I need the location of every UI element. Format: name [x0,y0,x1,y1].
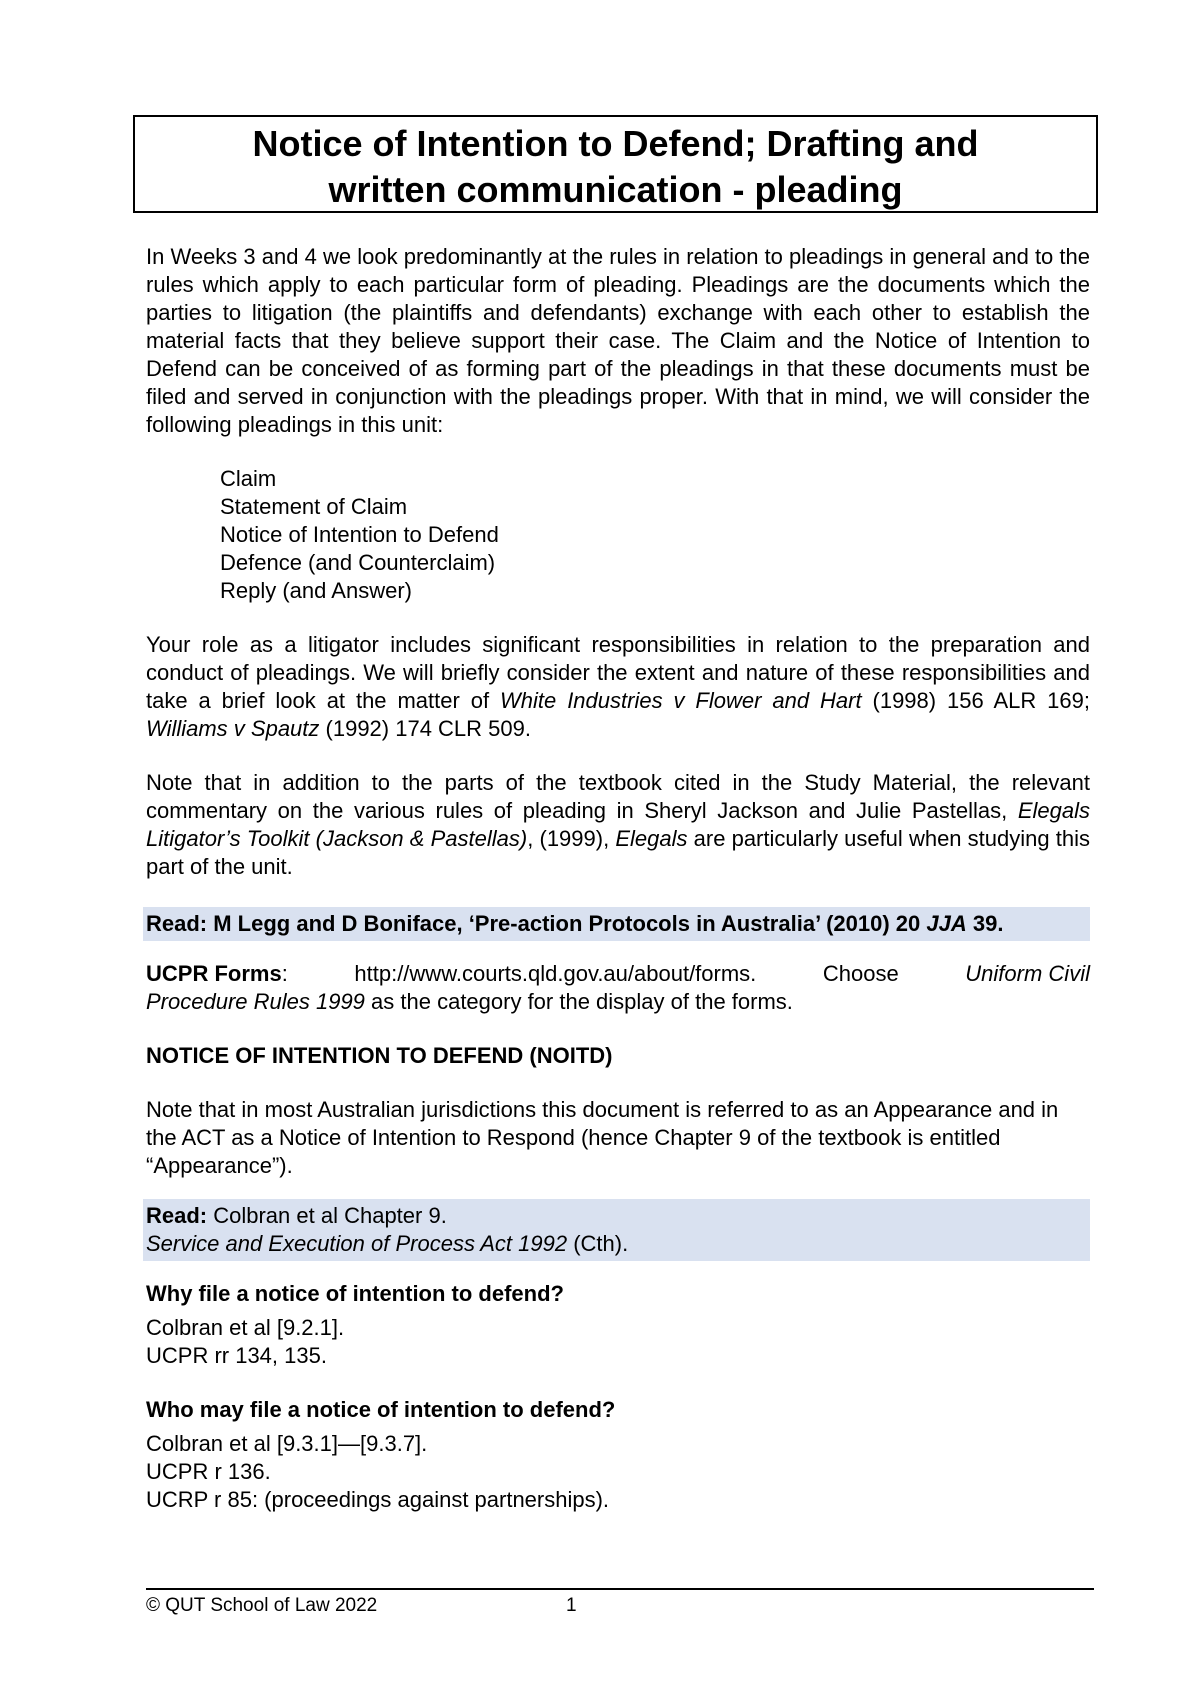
case-citation-williams: Williams v Spautz [146,716,320,741]
main-content [146,243,1090,1514]
list-item: Claim [220,466,277,491]
list-item: Defence (and Counterclaim) [220,550,496,575]
list-item: Reply (and Answer) [220,578,412,603]
ucpr-forms-block [146,960,1090,1016]
role-text-c: (1992) 174 CLR 509. [319,716,531,741]
ucpr-rest-text: as the category for the display of the forms. [364,989,793,1014]
page-title-line-1: Notice of Intention to Defend; Drafting and [252,123,979,164]
read-label: Read: [146,1203,208,1228]
who-ref-ucrp: UCRP r 85: (proceedings against partnerships). [146,1487,610,1512]
ucpr-rules-title-a: Uniform Civil [965,961,1090,986]
read-legg-end: 39. [966,911,1004,936]
who-may-file-heading: Who may file a notice of intention to defend? [146,1397,616,1422]
read-colbran-text: Colbran et al Chapter 9. [207,1203,447,1228]
read-box-legg [143,907,1090,941]
ucpr-forms-line-2 [146,988,1090,1016]
note-paragraph [146,769,1090,881]
note-text-b: , (1999), [527,826,616,851]
intro-paragraph: In Weeks 3 and 4 we look predominantly at the rules in relation to pleadings in general and to the rules which apply to each particular form of pleading. Pleadings are the documents which the parties to litigation (the plaintiffs and defendants) exchange with each other to establish the material facts that they believe support their case. The Claim and the Notice of Intention to Defend can be conceived of as forming part of the pleadings in that these documents must be filed and served in conjunction with the pleadings proper. With that in mind, we will consider the following pleadings in this unit: [146,244,1090,437]
noitd-heading: NOTICE OF INTENTION TO DEFEND (NOITD) [146,1043,613,1068]
publisher-name: Elegals [615,826,688,851]
ucpr-choose-text: Choose [822,961,899,986]
ucpr-rules-title-b: Procedure Rules 1999 [146,989,365,1014]
page-number: 1 [566,1595,577,1616]
who-ref-ucpr: UCPR r 136. [146,1459,271,1484]
read-box-colbran [143,1199,1090,1261]
read-act-line [146,1230,1087,1258]
why-ref-ucpr: UCPR rr 134, 135. [146,1343,327,1368]
note-text-a: Note that in addition to the parts of the textbook cited in the Study Material, the relevant commentary on the various rules of pleading in Sheryl Jackson and Julie Pastellas, [146,770,1090,823]
footer-divider [146,1588,1094,1590]
note-text-c: are particularly useful when studying this part of the unit. [146,826,1090,879]
title-box [133,115,1098,213]
role-text-b: (1998) 156 ALR 169; [861,688,1090,713]
list-item: Notice of Intention to Defend [220,522,499,547]
role-text-a: Your role as a litigator includes significant responsibilities in relation to the preparation and conduct of pleadings. We will briefly consider the extent and nature of these responsibilities and take a brief look at the matter of [146,632,1090,713]
list-item: Statement of Claim [220,494,408,519]
why-ref-colbran: Colbran et al [9.2.1]. [146,1315,345,1340]
noitd-note-paragraph: Note that in most Australian jurisdictions this document is referred to as an Appearance and in the ACT as a Notice of Intention to Respond (hence Chapter 9 of the textbook is entitled “Appearance”). [146,1097,1059,1178]
ucpr-forms-line [146,960,1090,988]
who-ref-colbran: Colbran et al [9.3.1]—[9.3.7]. [146,1431,428,1456]
pleadings-list [220,465,1090,605]
act-jurisdiction: (Cth). [567,1231,629,1256]
ucpr-forms-label: UCPR Forms: [146,961,288,986]
journal-abbrev: JJA [926,911,967,936]
case-citation-white-industries: White Industries v Flower and Hart [500,688,862,713]
book-title: Elegals Litigator’s Toolkit (Jackson & Pastellas) [146,798,1090,851]
why-file-heading: Why file a notice of intention to defend? [146,1281,564,1306]
read-colbran-line [146,1202,1087,1230]
page-title-line-2: written communication - pleading [328,169,903,210]
footer-copyright: © QUT School of Law 2022 [146,1595,378,1616]
act-title: Service and Execution of Process Act 1992 [146,1231,568,1256]
ucpr-forms-link[interactable]: http://www.courts.qld.gov.au/about/forms. [354,961,757,986]
read-legg-text: Read: M Legg and D Boniface, ‘Pre-action Protocols in Australia’ (2010) 20 [146,911,927,936]
role-paragraph [146,631,1090,743]
